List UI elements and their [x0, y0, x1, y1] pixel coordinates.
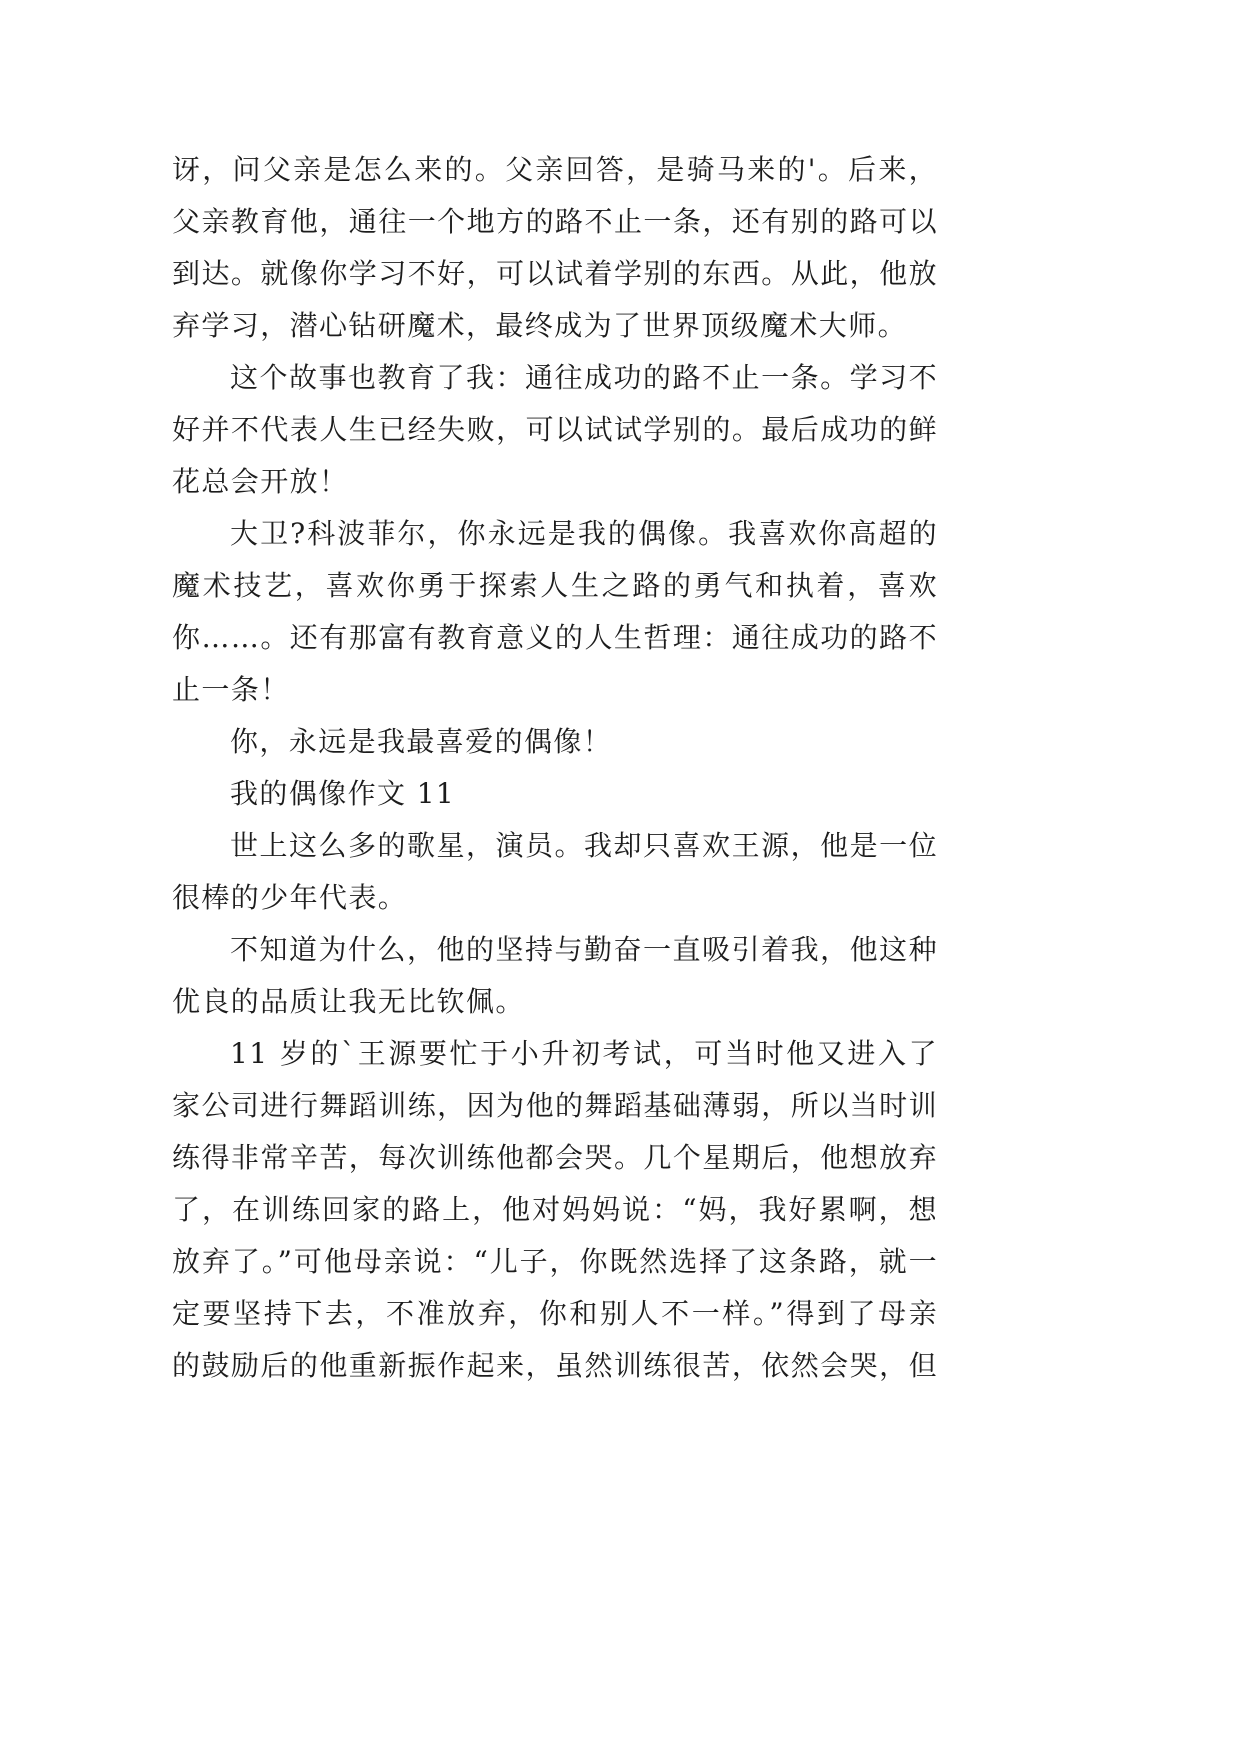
text-line: 家公司进行舞蹈训练，因为他的舞蹈基础薄弱，所以当时训: [172, 1089, 938, 1122]
text-line: 你……。还有那富有教育意义的人生哲理：通往成功的路不: [172, 621, 938, 654]
text-line: 了，在训练回家的路上，他对妈妈说：“妈，我好累啊，想: [172, 1193, 938, 1226]
text-line: 到达。就像你学习不好，可以试着学别的东西。从此，他放: [172, 257, 938, 290]
text-line: 魔术技艺，喜欢你勇于探索人生之路的勇气和执着，喜欢: [172, 569, 938, 602]
document-body: [172, 144, 938, 1392]
paragraph: [172, 924, 938, 1028]
paragraph: [172, 508, 938, 716]
text-line: 弃学习，潜心钻研魔术，最终成为了世界顶级魔术大师。: [172, 309, 908, 342]
text-line: 定要坚持下去，不准放弃，你和别人不一样。”得到了母亲: [172, 1297, 938, 1330]
text-line: 父亲教育他，通往一个地方的路不止一条，还有别的路可以: [172, 205, 938, 238]
text-line: 大卫?科波菲尔，你永远是我的偶像。我喜欢你高超的: [230, 517, 938, 550]
text-line: 这个故事也教育了我：通往成功的路不止一条。学习不: [230, 361, 938, 394]
text-line: 讶，问父亲是怎么来的。父亲回答，是骑马来的'。后来，: [172, 153, 938, 186]
text-line: 优良的品质让我无比钦佩。: [172, 985, 525, 1018]
text-line: 好并不代表人生已经失败，可以试试学别的。最后成功的鲜: [172, 413, 938, 446]
text-line: 11 岁的`王源要忙于小升初考试，可当时他又进入了: [230, 1037, 938, 1070]
paragraph: [172, 1028, 938, 1392]
text-line: 很棒的少年代表。: [172, 881, 408, 914]
section-heading-text: 我的偶像作文 11: [230, 777, 456, 810]
text-line: 不知道为什么，他的坚持与勤奋一直吸引着我，他这种: [230, 933, 938, 966]
text-line: 你，永远是我最喜爱的偶像！: [230, 725, 613, 758]
paragraph: [172, 716, 938, 768]
text-line: 花总会开放！: [172, 465, 349, 498]
text-line: 世上这么多的歌星，演员。我却只喜欢王源，他是一位: [230, 829, 938, 862]
text-line: 止一条！: [172, 673, 290, 706]
text-line: 练得非常辛苦，每次训练他都会哭。几个星期后，他想放弃: [172, 1141, 938, 1174]
paragraph: [172, 352, 938, 508]
text-line: 放弃了。”可他母亲说：“儿子，你既然选择了这条路，就一: [172, 1245, 938, 1278]
paragraph: [172, 144, 938, 352]
text-line: 的鼓励后的他重新振作起来，虽然训练很苦，依然会哭，但: [172, 1349, 938, 1382]
section-heading: [172, 768, 938, 820]
paragraph: [172, 820, 938, 924]
